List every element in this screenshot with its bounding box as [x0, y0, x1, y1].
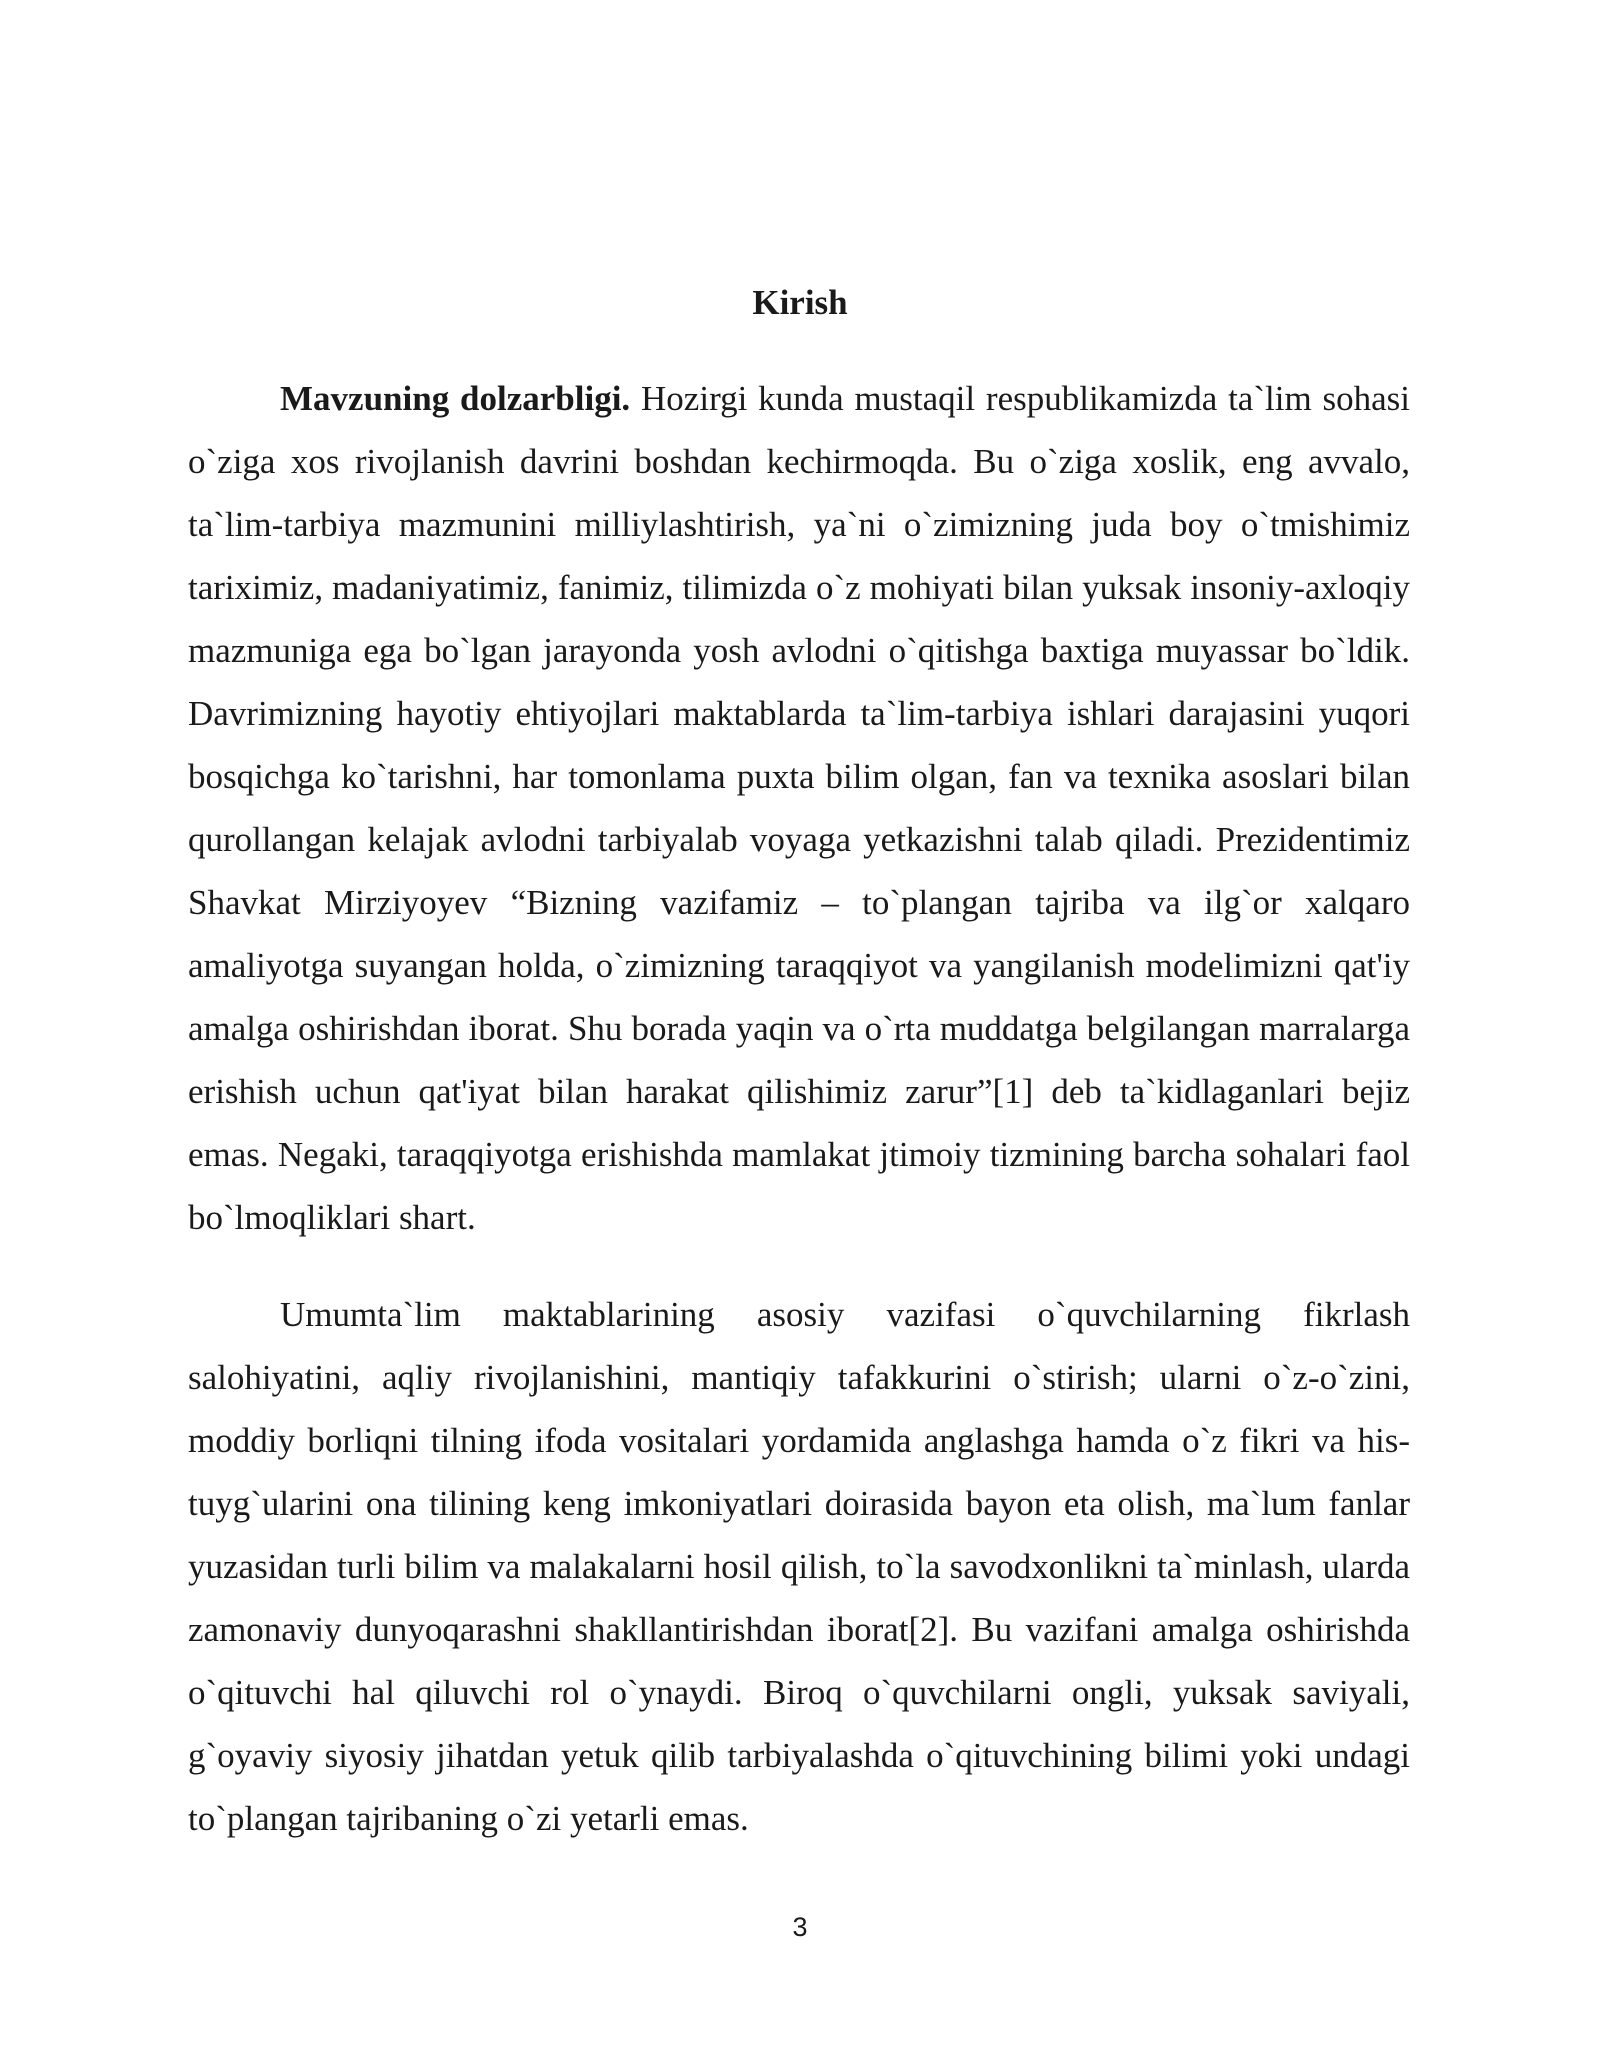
page-title: Kirish [752, 283, 848, 322]
paragraph-body-text: Umumta`lim maktablarining asosiy vazifasi o`quvchilarning fikrlash salohiyatini, aqliy rivojlanishini, mantiqiy tafakkurini o`stirish; ularni o`z-o`zini, moddiy borliqni tilning ifoda vositalari yordamida anglashga hamda o`z fikri va his-tuyg`ularini ona tilining keng imkoniyatlari doirasida bayon eta olish, ma`lum fanlar yuzasidan turli bilim va malakalarni hosil qilish, to`la savodxonlikni ta`minlash, ularda zamonaviy dunyoqarashni shakllantirishdan iborat[2]. Bu vazifani amalga oshirishda o`qituvchi hal qiluvchi rol o`ynaydi. Biroq o`quvchilarni ongli, yuksak saviyali, g`oyaviy siyosiy jihatdan yetuk qilib tarbiyalashda o`qituvchining bilimi yoki undagi to`plangan tajribaning o`zi yetarli emas. [188, 1295, 1410, 1838]
paragraph-relevance [188, 367, 1410, 1249]
paragraph-body-text: Hozirgi kunda mustaqil respublikamizda ta`lim sohasi o`ziga xos rivojlanish davrini boshdan kechirmoqda. Bu o`ziga xoslik, eng avvalo, ta`lim-tarbiya mazmunini milliylashtirish, ya`ni o`zimizning juda boy o`tmishimiz tariximiz, madaniyatimiz, fanimiz, tilimizda o`z mohiyati bilan yuksak insoniy-axloqiy mazmuniga ega bo`lgan jarayonda yosh avlodni o`qitishga baxtiga muyassar bo`ldik. Davrimizning hayotiy ehtiyojlari maktablarda ta`lim-tarbiya ishlari darajasini yuqori bosqichga ko`tarishni, har tomonlama puxta bilim olgan, fan va texnika asoslari bilan qurollangan kelajak avlodni tarbiyalab voyaga yetkazishni talab qiladi. Prezidentimiz Shavkat Mirziyoyev “Bizning vazifamiz – to`plangan tajriba va ilg`or xalqaro amaliyotga suyangan holda, o`zimizning taraqqiyot va yangilanish modelimizni qat'iy amalga oshirishdan iborat. Shu borada yaqin va o`rta muddatga belgilangan marralarga erishish uchun qat'iyat bilan harakat qilishimiz zarur”[1] deb ta`kidlaganlari bejiz emas. Negaki, taraqqiyotga erishishda mamlakat jtimoiy tizmining barcha sohalari faol bo`lmoqliklari shart. [188, 379, 1411, 1237]
paragraph-school-tasks [188, 1283, 1410, 1850]
page-number: 3 [792, 1912, 808, 1942]
paragraph-lead-heading: Mavzuning dolzarbligi. [280, 379, 631, 418]
